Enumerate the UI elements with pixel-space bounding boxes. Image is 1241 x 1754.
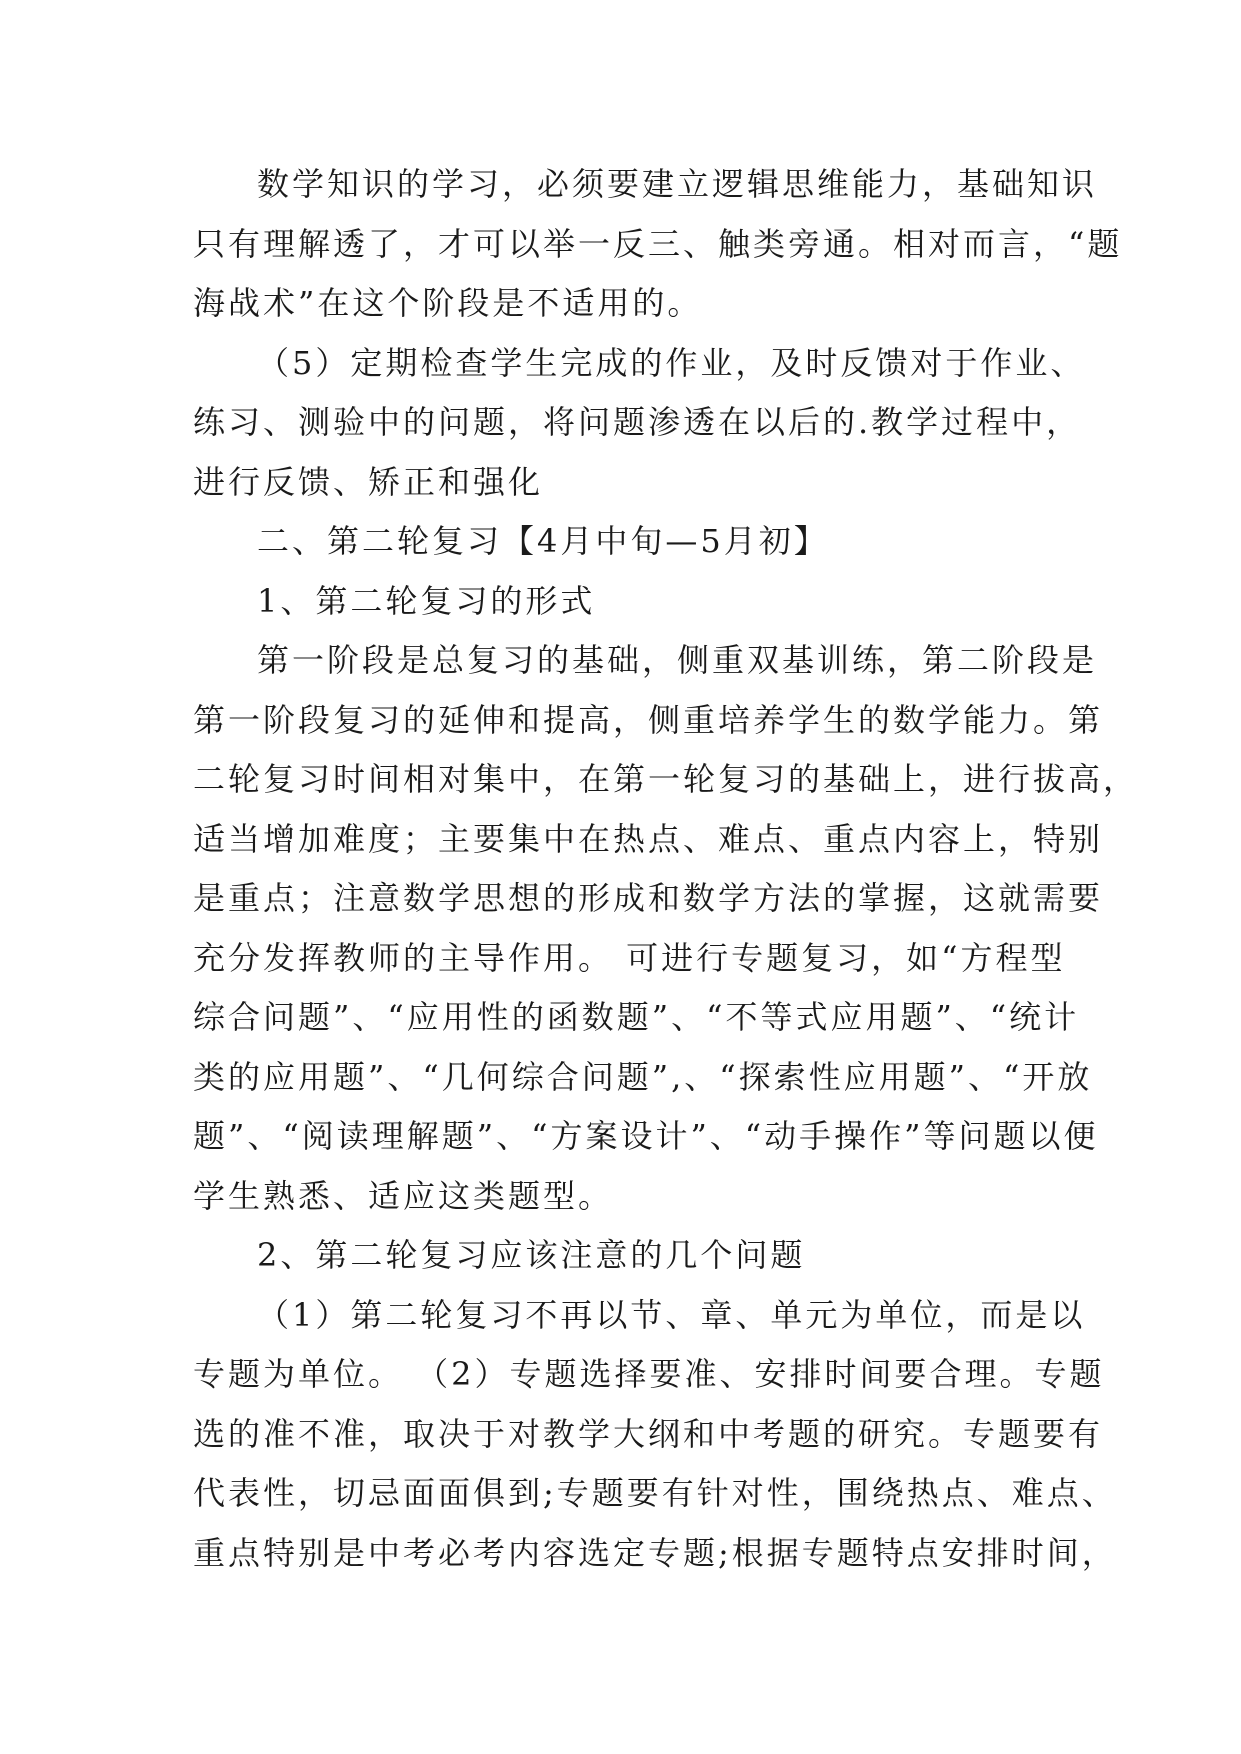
text-line: 充分发挥教师的主导作用。 可进行专题复习，如“方程型 [193, 938, 1066, 977]
subsection-heading: 1、第二轮复习的形式 [257, 581, 596, 620]
text-line: 是重点；注意数学思想的形成和数学方法的掌握，这就需要 [193, 879, 1104, 917]
text-line: （1）第二轮复习不再以节、章、单元为单位，而是以 [257, 1295, 1086, 1334]
text-line: 代表性，切忌面面俱到;专题要有针对性，围绕热点、难点、 [193, 1474, 1117, 1512]
text-line: 只有理解透了，才可以举一反三、触类旁通。相对而言，“题 [193, 224, 1123, 263]
text-line: 综合问题”、“应用性的函数题”、“不等式应用题”、“统计 [193, 998, 1080, 1036]
text-line: 学生熟悉、适应这类题型。 [193, 1176, 614, 1215]
text-line: 海战术”在这个阶段是不适用的。 [193, 284, 703, 322]
text-line: （5）定期检查学生完成的作业，及时反馈对于作业、 [257, 343, 1086, 382]
text-line: 二轮复习时间相对集中，在第一轮复习的基础上，进行拔高， [193, 760, 1139, 798]
text-line: 题”、“阅读理解题”、“方案设计”、“动手操作”等问题以便 [193, 1117, 1099, 1155]
text-line: 类的应用题”、“几何综合问题”,、“探索性应用题”、“开放 [193, 1057, 1093, 1096]
text-line: 进行反馈、矫正和强化 [193, 462, 544, 501]
subsection-heading: 2、第二轮复习应该注意的几个问题 [257, 1236, 806, 1274]
text-line: 重点特别是中考必考内容选定专题;根据专题特点安排时间， [193, 1533, 1117, 1572]
text-line: 练习、测验中的问题，将问题渗透在以后的.教学过程中， [193, 403, 1082, 441]
text-line: 选的准不准，取决于对教学大纲和中考题的研究。专题要有 [193, 1414, 1104, 1453]
document-body [193, 155, 1139, 1583]
text-line: 第一阶段是总复习的基础，侧重双基训练，第二阶段是 [257, 641, 1098, 679]
section-heading: 二、第二轮复习【4月中旬—5月初】 [257, 522, 829, 560]
text-line: 第一阶段复习的延伸和提高，侧重培养学生的数学能力。第 [193, 700, 1104, 739]
text-line: 适当增加难度；主要集中在热点、难点、重点内容上，特别 [193, 819, 1104, 858]
text-line: 数学知识的学习，必须要建立逻辑思维能力，基础知识 [257, 165, 1098, 203]
text-line: 专题为单位。 （2）专题选择要准、安排时间要合理。专题 [193, 1355, 1105, 1393]
